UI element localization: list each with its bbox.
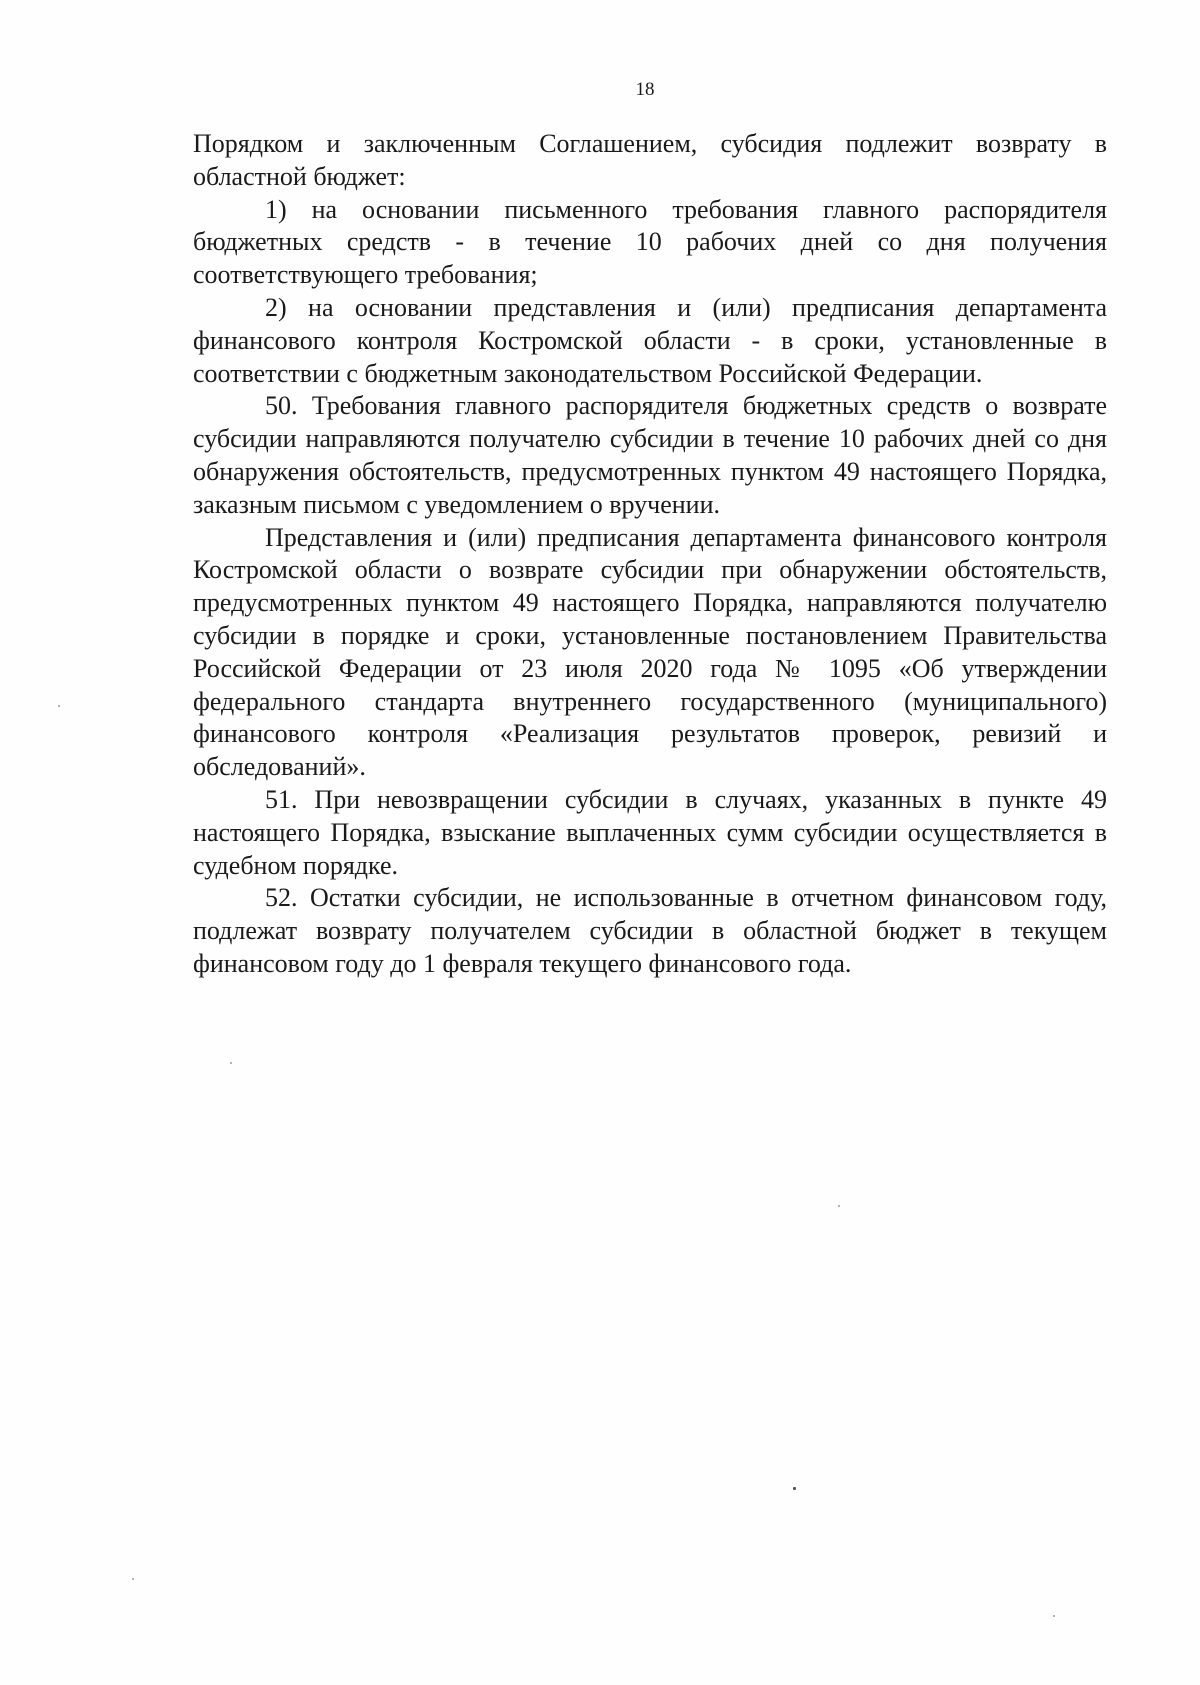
paragraph-item-1: 1) на основании письменного требования главного распорядителя бюджетных средств - в течение 10 рабочих дней со дня получения соответствующего требования; xyxy=(193,194,1107,290)
paragraph-item-2: 2) на основании представления и (или) предписания департамента финансового контроля Костромской области - в сроки, установленные в соответствии с бюджетным законодательством Российской Федерации. xyxy=(193,292,1107,388)
scan-speck xyxy=(132,1578,134,1580)
paragraph-clause-50: 50. Требования главного распорядителя бюджетных средств о возврате субсидии направляются получателю субсидии в течение 10 рабочих дней со дня обнаружения обстоятельств, предусмотренных пунктом 49 настоящего Порядка, заказным письмом с уведомлением о вручении. xyxy=(193,391,1107,519)
paragraph-clause-50-representations: Представления и (или) предписания департамента финансового контроля Костромской области о возврате субсидии при обнаружении обстоятельств, предусмотренных пунктом 49 настоящего Порядка, направляются получателю субсидии в порядке и сроки, установленные постановлением Правительства Российской Федерации от 23 июля 2020 года № 1095 «Об утверждении федерального стандарта внутреннего государственного (муниципального) финансового контроля «Реализация результатов проверок, ревизий и обследований». xyxy=(193,522,1107,782)
document-body xyxy=(193,128,1107,981)
paragraph-clause-52: 52. Остатки субсидии, не использованные в отчетном финансовом году, подлежат возврату получателем субсидии в областной бюджет в текущем финансовом году до 1 февраля текущего финансового года. xyxy=(193,883,1107,978)
scan-speck xyxy=(793,1487,796,1490)
scan-speck xyxy=(58,705,60,707)
scan-speck xyxy=(838,1205,840,1207)
scan-speck xyxy=(1053,1615,1055,1617)
paragraph-intro: Порядком и заключенным Соглашением, субсидия подлежит возврату в областной бюджет: xyxy=(193,129,1107,191)
scan-speck xyxy=(230,1062,232,1064)
paragraph-clause-51: 51. При невозвращении субсидии в случаях, указанных в пункте 49 настоящего Порядка, взыскание выплаченных сумм субсидии осуществляется в судебном порядке. xyxy=(193,784,1107,880)
page-number: 18 xyxy=(635,79,655,100)
